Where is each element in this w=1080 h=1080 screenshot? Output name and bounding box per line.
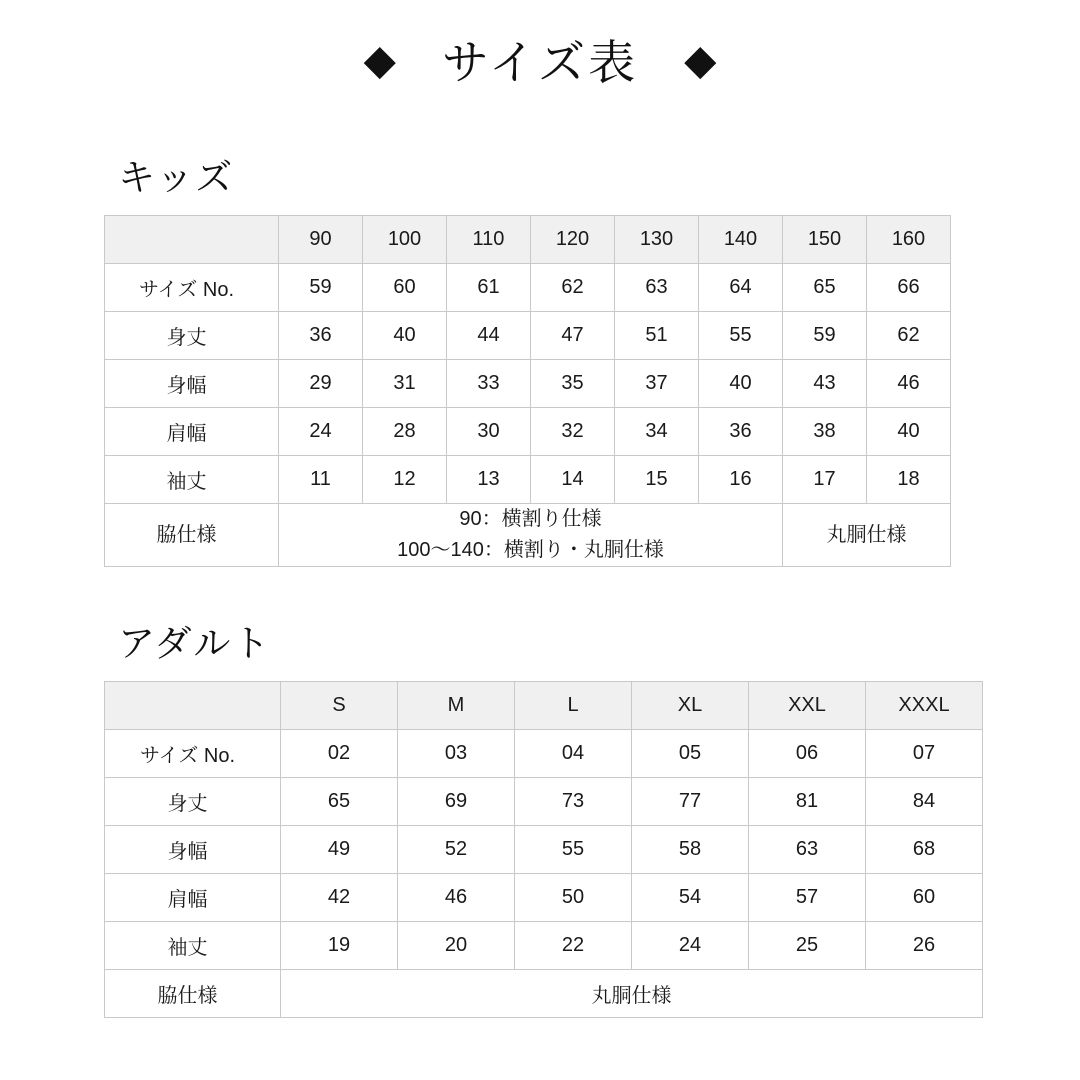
row-label: 肩幅: [105, 408, 279, 456]
cell: 42: [281, 874, 398, 922]
cell: 55: [515, 826, 632, 874]
cell: 35: [531, 360, 615, 408]
cell: 58: [632, 826, 749, 874]
cell: 37: [615, 360, 699, 408]
row-label: サイズ No.: [105, 730, 281, 778]
kids-col-header: 140: [699, 216, 783, 264]
cell: 46: [867, 360, 951, 408]
row-label: 脇仕様: [105, 504, 279, 567]
cell: 16: [699, 456, 783, 504]
cell: 62: [867, 312, 951, 360]
kids-col-header: 160: [867, 216, 951, 264]
table-row: [105, 312, 951, 360]
table-note-row: [105, 970, 983, 1018]
kids-note-left-line2: 100〜140：横割り・丸胴仕様: [397, 539, 664, 561]
cell: 34: [615, 408, 699, 456]
cell: 40: [699, 360, 783, 408]
cell: 65: [281, 778, 398, 826]
table-row: [105, 730, 983, 778]
kids-note-left-line1: 90：横割り仕様: [459, 508, 602, 530]
row-label: 袖丈: [105, 456, 279, 504]
kids-note-left: [279, 504, 783, 567]
cell: 24: [632, 922, 749, 970]
row-label: 身幅: [105, 826, 281, 874]
cell: 40: [363, 312, 447, 360]
cell: 65: [783, 264, 867, 312]
table-header-row: [105, 682, 983, 730]
cell: 46: [398, 874, 515, 922]
cell: 14: [531, 456, 615, 504]
page-title: [0, 0, 1080, 93]
cell: 18: [867, 456, 951, 504]
cell: 64: [699, 264, 783, 312]
cell: 52: [398, 826, 515, 874]
kids-section-heading: キッズ: [118, 157, 235, 198]
cell: 26: [866, 922, 983, 970]
cell: 59: [783, 312, 867, 360]
cell: 11: [279, 456, 363, 504]
cell: 69: [398, 778, 515, 826]
page-title-text: サイズ表: [441, 36, 639, 89]
cell: 51: [615, 312, 699, 360]
cell: 07: [866, 730, 983, 778]
cell: 04: [515, 730, 632, 778]
cell: 30: [447, 408, 531, 456]
cell: 60: [866, 874, 983, 922]
cell: 68: [866, 826, 983, 874]
diamond-left-icon: ◆: [363, 35, 396, 83]
kids-col-header: 110: [447, 216, 531, 264]
kids-col-header: 90: [279, 216, 363, 264]
cell: 77: [632, 778, 749, 826]
table-row: [105, 264, 951, 312]
row-label: 身丈: [105, 312, 279, 360]
cell: 12: [363, 456, 447, 504]
adult-header-corner: [105, 682, 281, 730]
cell: 61: [447, 264, 531, 312]
kids-note-right: 丸胴仕様: [783, 504, 951, 567]
row-label: 脇仕様: [105, 970, 281, 1018]
cell: 43: [783, 360, 867, 408]
cell: 66: [867, 264, 951, 312]
cell: 19: [281, 922, 398, 970]
cell: 63: [749, 826, 866, 874]
cell: 62: [531, 264, 615, 312]
cell: 60: [363, 264, 447, 312]
kids-header-corner: [105, 216, 279, 264]
cell: 36: [699, 408, 783, 456]
cell: 50: [515, 874, 632, 922]
cell: 15: [615, 456, 699, 504]
adult-col-header: L: [515, 682, 632, 730]
cell: 31: [363, 360, 447, 408]
adult-col-header: M: [398, 682, 515, 730]
cell: 49: [281, 826, 398, 874]
table-row: [105, 778, 983, 826]
cell: 63: [615, 264, 699, 312]
kids-col-header: 120: [531, 216, 615, 264]
row-label: 身丈: [105, 778, 281, 826]
cell: 24: [279, 408, 363, 456]
cell: 02: [281, 730, 398, 778]
row-label: 袖丈: [105, 922, 281, 970]
cell: 03: [398, 730, 515, 778]
table-row: [105, 360, 951, 408]
adult-col-header: XL: [632, 682, 749, 730]
cell: 17: [783, 456, 867, 504]
kids-table-wrap: [0, 215, 1080, 567]
adult-note-text: 丸胴仕様: [281, 970, 983, 1018]
adult-section-heading: アダルト: [118, 623, 272, 664]
cell: 44: [447, 312, 531, 360]
cell: 05: [632, 730, 749, 778]
cell: 29: [279, 360, 363, 408]
cell: 81: [749, 778, 866, 826]
diamond-right-icon: ◆: [684, 35, 717, 83]
cell: 47: [531, 312, 615, 360]
table-header-row: [105, 216, 951, 264]
table-row: [105, 826, 983, 874]
cell: 84: [866, 778, 983, 826]
cell: 22: [515, 922, 632, 970]
table-note-row: [105, 504, 951, 567]
cell: 25: [749, 922, 866, 970]
cell: 32: [531, 408, 615, 456]
cell: 36: [279, 312, 363, 360]
cell: 28: [363, 408, 447, 456]
adult-size-table: [104, 681, 983, 1018]
row-label: サイズ No.: [105, 264, 279, 312]
kids-col-header: 150: [783, 216, 867, 264]
adult-col-header: S: [281, 682, 398, 730]
adult-col-header: XXXL: [866, 682, 983, 730]
cell: 06: [749, 730, 866, 778]
row-label: 肩幅: [105, 874, 281, 922]
adult-table-wrap: [0, 681, 1080, 1018]
cell: 38: [783, 408, 867, 456]
adult-col-header: XXL: [749, 682, 866, 730]
kids-col-header: 130: [615, 216, 699, 264]
cell: 40: [867, 408, 951, 456]
cell: 57: [749, 874, 866, 922]
cell: 20: [398, 922, 515, 970]
kids-col-header: 100: [363, 216, 447, 264]
table-row: [105, 408, 951, 456]
cell: 59: [279, 264, 363, 312]
table-row: [105, 874, 983, 922]
cell: 73: [515, 778, 632, 826]
cell: 55: [699, 312, 783, 360]
table-row: [105, 456, 951, 504]
cell: 54: [632, 874, 749, 922]
cell: 13: [447, 456, 531, 504]
cell: 33: [447, 360, 531, 408]
row-label: 身幅: [105, 360, 279, 408]
kids-size-table: [104, 215, 951, 567]
table-row: [105, 922, 983, 970]
